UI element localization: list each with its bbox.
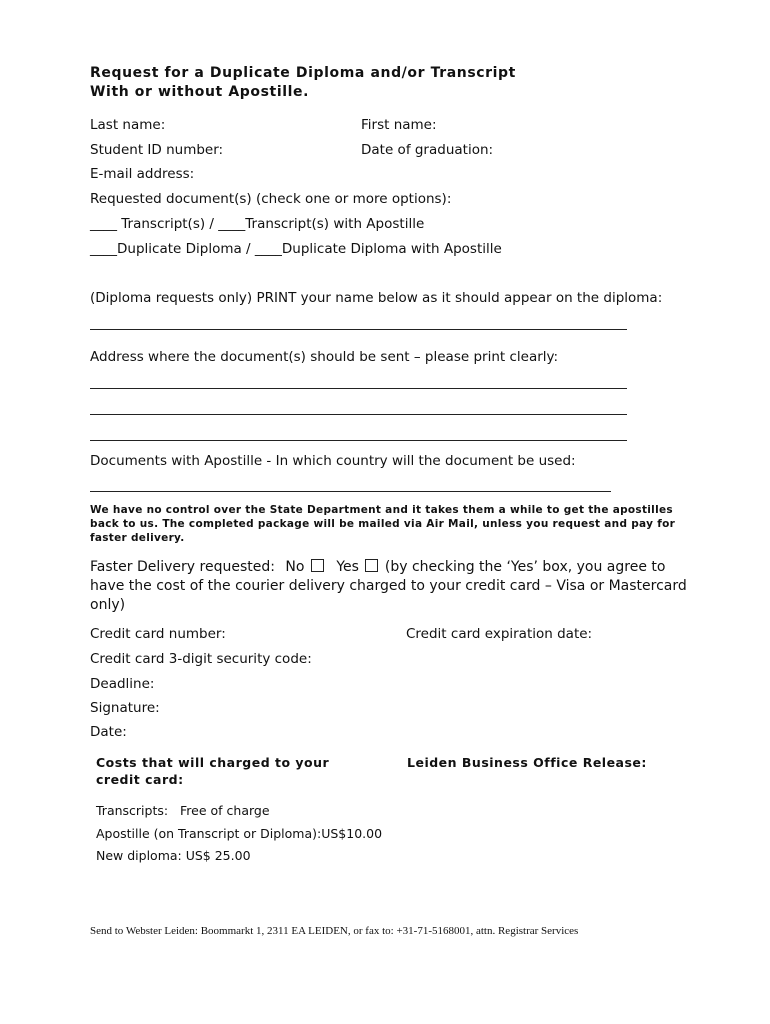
card-number-label: Credit card number: (90, 626, 226, 642)
cost-apostille: Apostille (on Transcript or Diploma):US$10.00 (96, 826, 383, 841)
faster-delivery-explanation-start: (by checking the ‘Yes’ box, you agree to (384, 559, 666, 575)
cost-transcripts: Transcripts: Free of charge (96, 803, 270, 818)
address-line-3[interactable] (90, 440, 627, 441)
no-label: No (285, 559, 305, 575)
footer-send-to: Send to Webster Leiden: Boommarkt 1, 2311 EA LEIDEN, or fax to: +31-71-5168001, attn. Registrar Services (90, 925, 579, 937)
deadline-label: Deadline: (90, 676, 155, 692)
date-label: Date: (90, 724, 127, 740)
faster-delivery-explanation-rest: have the cost of the courier delivery charged to your credit card – Visa or Mastercard only) (90, 578, 687, 613)
transcript-options[interactable]: ____ Transcript(s) / ____Transcript(s) with Apostille (90, 216, 425, 232)
address-line-2[interactable] (90, 414, 627, 415)
form-title-line2: With or without Apostille. (90, 84, 310, 100)
email-label: E-mail address: (90, 166, 195, 182)
faster-delivery-section (90, 558, 690, 615)
last-name-label: Last name: (90, 117, 166, 133)
form-title-line1: Request for a Duplicate Diploma and/or Transcript (90, 65, 516, 81)
no-checkbox[interactable] (311, 559, 324, 572)
costs-heading: Costs that will charged to your credit card: (96, 755, 330, 787)
diploma-name-line[interactable] (90, 329, 627, 330)
first-name-label: First name: (361, 117, 437, 133)
business-office-release: Leiden Business Office Release: (407, 755, 647, 770)
faster-delivery-label: Faster Delivery requested: (90, 559, 275, 575)
diploma-name-prompt: (Diploma requests only) PRINT your name below as it should appear on the diploma: (90, 290, 663, 306)
diploma-options[interactable]: ____Duplicate Diploma / ____Duplicate Diploma with Apostille (90, 241, 502, 257)
cost-diploma: New diploma: US$ 25.00 (96, 848, 251, 863)
graduation-date-label: Date of graduation: (361, 142, 494, 158)
apostille-country-prompt: Documents with Apostille - In which country will the document be used: (90, 453, 576, 469)
form-title (90, 64, 516, 102)
requested-documents-label: Requested document(s) (check one or more options): (90, 191, 452, 207)
signature-label: Signature: (90, 700, 160, 716)
security-code-label: Credit card 3-digit security code: (90, 651, 312, 667)
apostille-notice: We have no control over the State Department and it takes them a while to get the apostilles back to us. The completed package will be mailed via Air Mail, unless you request and pay for faster delivery. (90, 504, 676, 544)
card-expiration-label: Credit card expiration date: (406, 626, 593, 642)
student-id-label: Student ID number: (90, 142, 224, 158)
yes-label: Yes (336, 559, 359, 575)
address-prompt: Address where the document(s) should be sent – please print clearly: (90, 349, 559, 365)
address-line-1[interactable] (90, 388, 627, 389)
yes-checkbox[interactable] (365, 559, 378, 572)
apostille-country-line[interactable] (90, 491, 611, 492)
